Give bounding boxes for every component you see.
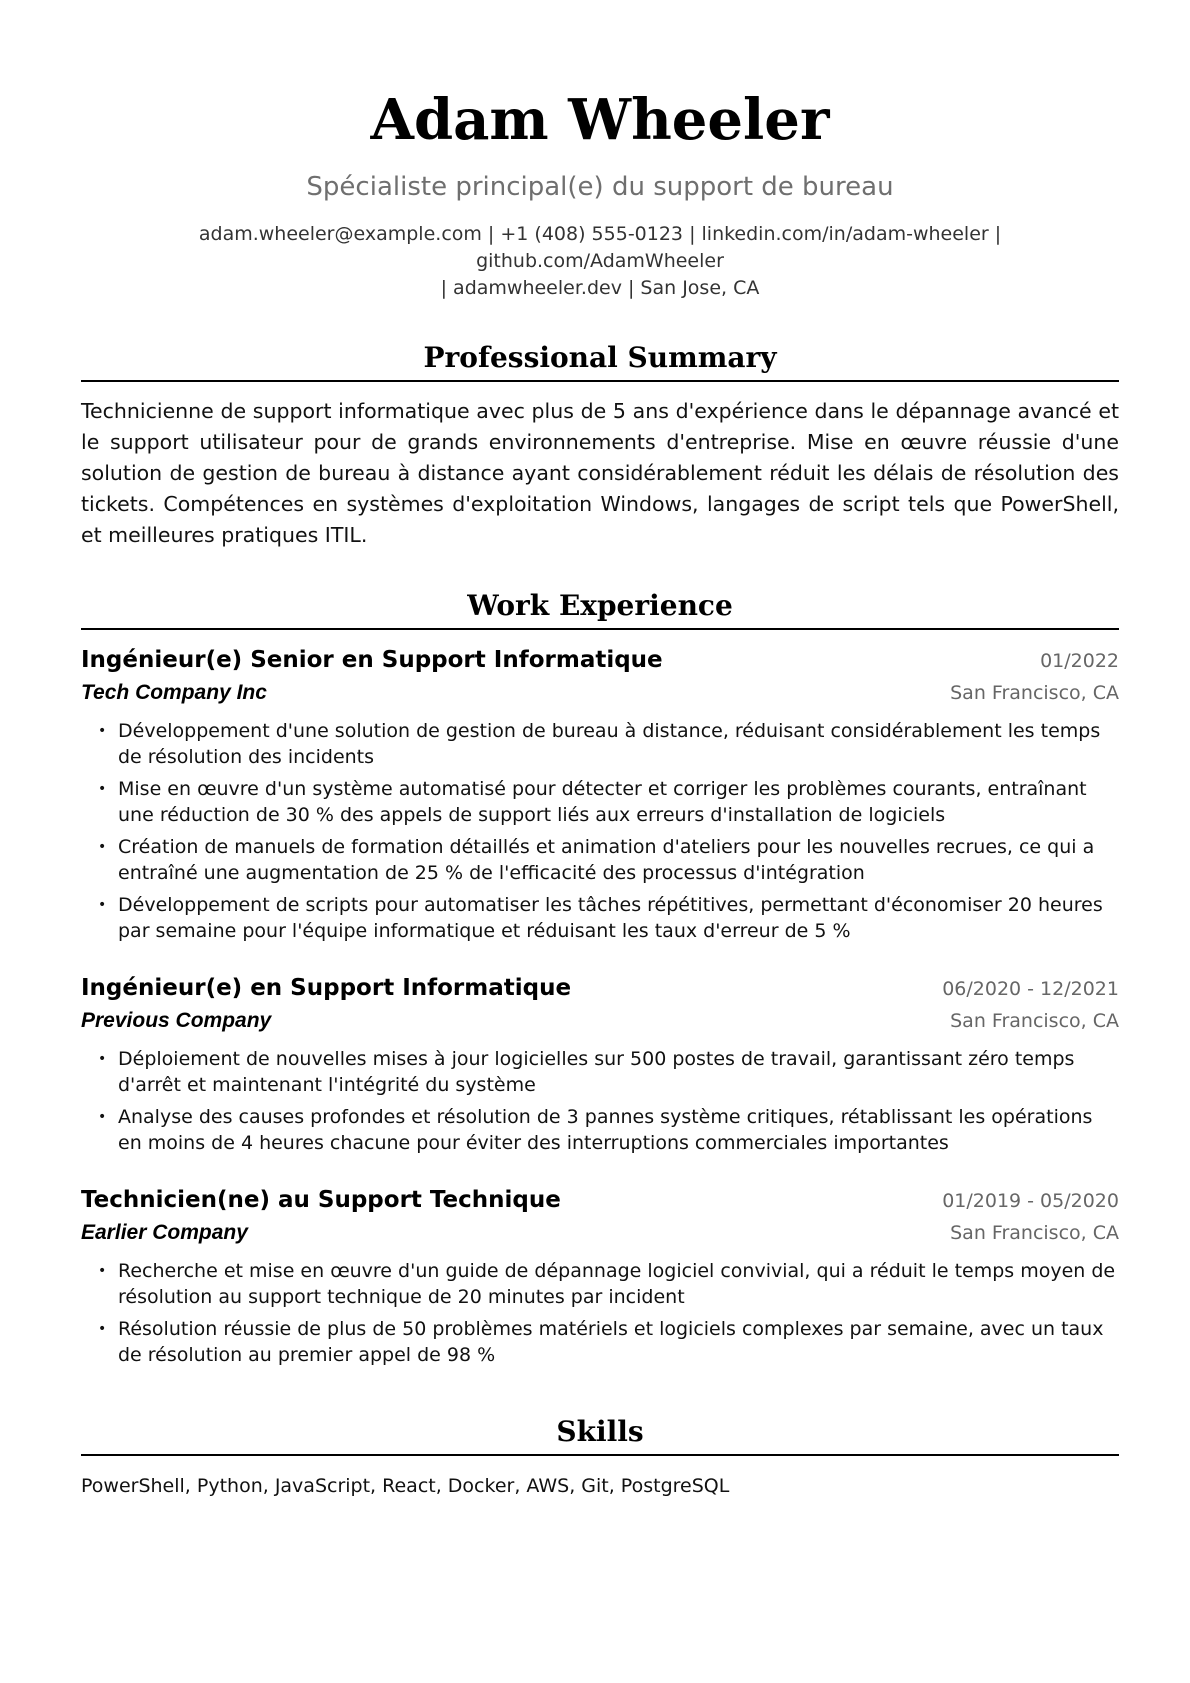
list-item (81, 718, 1119, 770)
job-bullets (81, 1258, 1119, 1368)
list-item (81, 1046, 1119, 1098)
contact-line-2: | adamwheeler.dev | San Jose, CA (440, 277, 760, 299)
summary-heading: Professional Summary (423, 341, 777, 374)
list-item (81, 1258, 1119, 1310)
company-name: Earlier Company (81, 1221, 248, 1244)
bullet-icon: • (98, 1051, 107, 1067)
skills-list: PowerShell, Python, JavaScript, React, Docker, AWS, Git, PostgreSQL (81, 1475, 730, 1497)
bullet-icon: • (98, 781, 107, 797)
job-location: San Francisco, CA (950, 682, 1119, 704)
skills-divider (81, 1454, 1119, 1456)
job-date: 01/2019 - 05/2020 (942, 1190, 1119, 1212)
contact-line-1: adam.wheeler@example.com | +1 (408) 555-0123 | linkedin.com/in/adam-wheeler | github.com/AdamWheeler (198, 223, 1002, 272)
bullet-icon: • (98, 839, 107, 855)
bullet-icon: • (98, 1263, 107, 1279)
skills-section (81, 1414, 1119, 1500)
job-entry (81, 972, 1119, 1156)
bullet-icon: • (98, 1109, 107, 1125)
job-header (81, 972, 1119, 1005)
job-bullets (81, 1046, 1119, 1156)
job-title: Technicien(ne) au Support Technique (81, 1187, 561, 1213)
resume-page (81, 0, 1119, 1500)
job-subheader (81, 1005, 1119, 1037)
list-item (81, 1104, 1119, 1156)
list-item (81, 892, 1119, 944)
list-item (81, 776, 1119, 828)
experience-heading: Work Experience (467, 589, 733, 622)
job-title: Ingénieur(e) Senior en Support Informatique (81, 647, 663, 673)
experience-divider (81, 628, 1119, 630)
bullet-text: Recherche et mise en œuvre d'un guide de dépannage logiciel convivial, qui a réduit le temps moyen de résolution au support technique de 20 minutes par incident (118, 1260, 1116, 1308)
bullet-text: Déploiement de nouvelles mises à jour logicielles sur 500 postes de travail, garantissant zéro temps d'arrêt et maintenant l'intégrité du système (118, 1048, 1075, 1096)
job-entry (81, 1184, 1119, 1368)
summary-section (81, 340, 1119, 551)
bullet-icon: • (98, 723, 107, 739)
job-date: 01/2022 (1040, 650, 1119, 672)
job-header (81, 1184, 1119, 1217)
bullet-text: Création de manuels de formation détaillés et animation d'ateliers pour les nouvelles recrues, ce qui a entraîné une augmentation de 25 % de l'efficacité des processus d'intégration (118, 836, 1095, 884)
job-entry (81, 644, 1119, 944)
summary-text: Technicienne de support informatique avec plus de 5 ans d'expérience dans le dépannage avancé et le support utilisateur pour de grands environnements d'entreprise. Mise en œuvre réussie d'une solution de gestion de bureau à distance ayant considérablement réduit les délais de résolution des tickets. Compétences en systèmes d'exploitation Windows, langages de script tels que PowerShell, et meilleures pratiques ITIL. (81, 399, 1119, 547)
job-subheader (81, 677, 1119, 709)
job-bullets (81, 718, 1119, 944)
bullet-icon: • (98, 897, 107, 913)
job-date: 06/2020 - 12/2021 (942, 978, 1119, 1000)
experience-section (81, 588, 1119, 1368)
bullet-text: Mise en œuvre d'un système automatisé pour détecter et corriger les problèmes courants, entraînant une réduction de 30 % des appels de support liés aux erreurs d'installation de logiciels (118, 778, 1087, 826)
job-subheader (81, 1217, 1119, 1249)
bullet-text: Résolution réussie de plus de 50 problèmes matériels et logiciels complexes par semaine, avec un taux de résolution au premier appel de 98 % (118, 1318, 1104, 1366)
bullet-text: Analyse des causes profondes et résolution de 3 pannes système critiques, rétablissant les opérations en moins de 4 heures chacune pour éviter des interruptions commerciales importantes (118, 1106, 1093, 1154)
bullet-icon: • (98, 1321, 107, 1337)
job-title: Ingénieur(e) en Support Informatique (81, 975, 572, 1001)
list-item (81, 834, 1119, 886)
candidate-name: Adam Wheeler (370, 87, 830, 153)
list-item (81, 1316, 1119, 1368)
bullet-text: Développement de scripts pour automatiser les tâches répétitives, permettant d'économiser 20 heures par semaine pour l'équipe informatique et réduisant les taux d'erreur de 5 % (118, 894, 1103, 942)
job-location: San Francisco, CA (950, 1222, 1119, 1244)
job-header (81, 644, 1119, 677)
job-location: San Francisco, CA (950, 1010, 1119, 1032)
skills-heading: Skills (556, 1415, 644, 1448)
bullet-text: Développement d'une solution de gestion de bureau à distance, réduisant considérablement les temps de résolution des incidents (118, 720, 1101, 768)
contact-info (81, 221, 1119, 302)
summary-divider (81, 380, 1119, 382)
company-name: Tech Company Inc (81, 681, 267, 704)
company-name: Previous Company (81, 1009, 272, 1032)
candidate-title: Spécialiste principal(e) du support de bureau (306, 172, 894, 202)
